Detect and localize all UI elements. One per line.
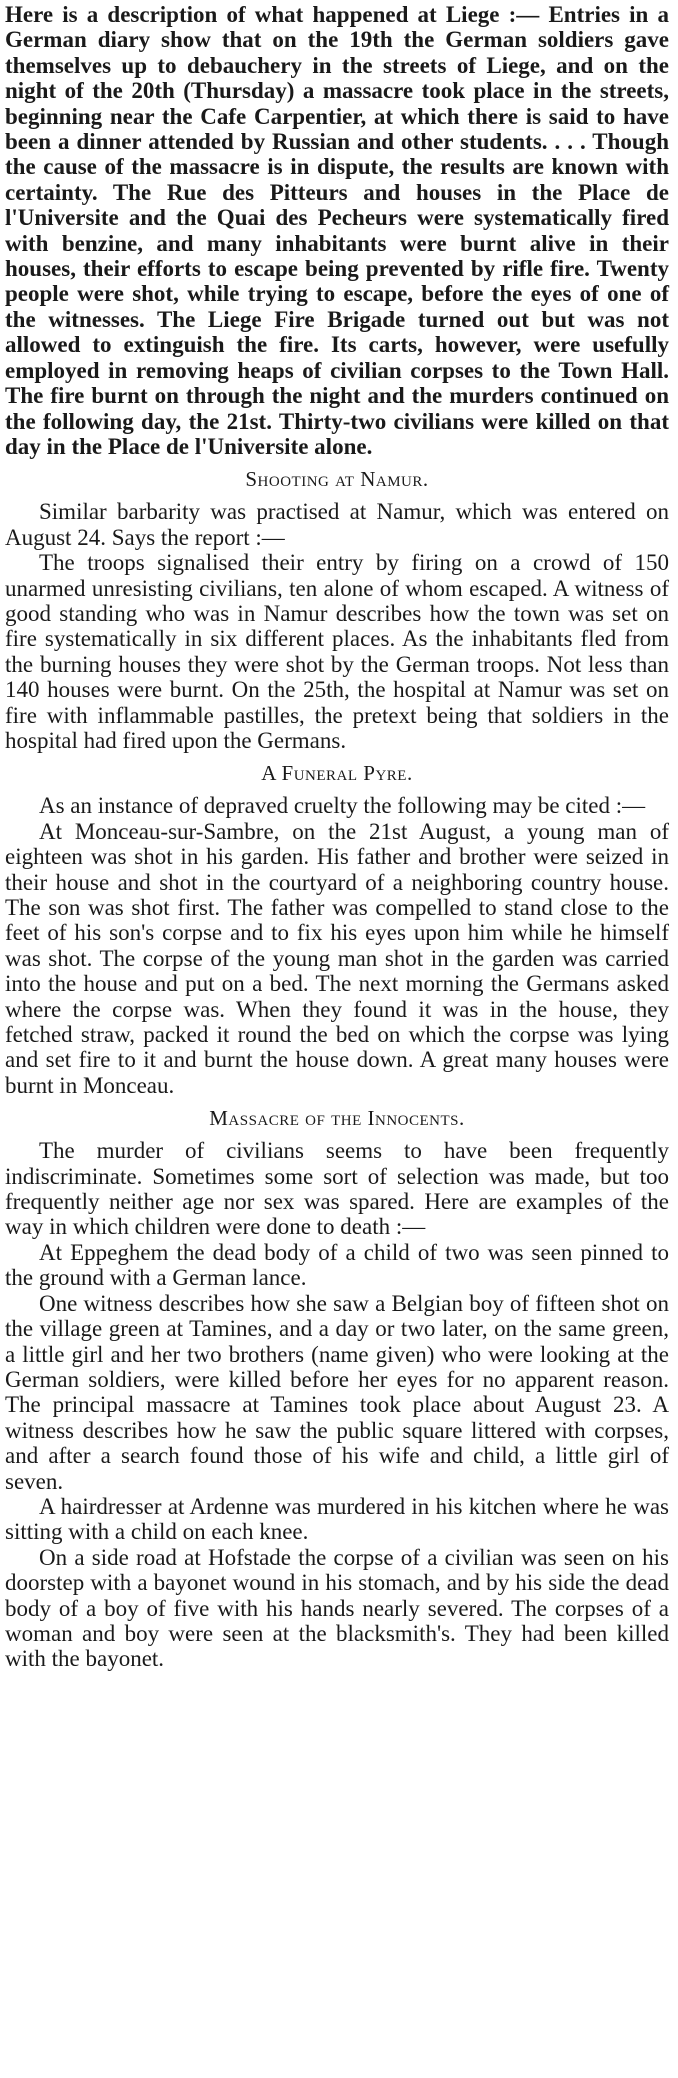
ardenne-paragraph: A hairdresser at Ardenne was murdered in his kitchen where he was sitting with a child on each knee. bbox=[5, 1493, 669, 1545]
funeral-pyre-heading: A Funeral Pyre. bbox=[261, 761, 413, 786]
massacre-of-innocents-heading: Massacre of the Innocents. bbox=[209, 1106, 465, 1131]
tamines-paragraph: One witness describes how she saw a Belgian boy of fifteen shot on the village green at Tamines, and a day or two later, on the same green, a little girl and her two brothers (name given) who were looking at the German soldiers, were killed before her eyes for no apparent reason. The principal massacre at Tamines took place about August 23. A witness describes how he saw the public square littered with corpses, and after a search found those of his wife and child, a little girl of seven. bbox=[5, 1290, 669, 1494]
innocents-intro-paragraph: The murder of civilians seems to have been frequently indiscriminate. Sometimes some sort of selection was made, but too frequently neither age nor sex was spared. Here are examples of the way in which children were done to death :— bbox=[5, 1138, 669, 1240]
monceau-paragraph: At Monceau-sur-Sambre, on the 21st August, a young man of eighteen was shot in his garden. His father and brother were seized in their house and shot in the courtyard of a neighboring country house. The son was shot first. The father was compelled to stand close to the feet of his son's corpse and to fix his eyes upon him while he himself was shot. The corpse of the young man shot in the garden was carried into the house and put on a bed. The next morning the Germans asked where the corpse was. When they found it was in the house, they fetched straw, packed it round the bed on which the corpse was lying and set fire to it and burnt the house down. A great many houses were burnt in Monceau. bbox=[5, 818, 669, 1098]
pyre-intro-paragraph: As an instance of depraved cruelty the following may be cited :— bbox=[39, 793, 646, 819]
eppeghem-paragraph: At Eppeghem the dead body of a child of two was seen pinned to the ground with a German lance. bbox=[5, 1239, 669, 1291]
namur-report-paragraph: The troops signalised their entry by firing on a crowd of 150 unarmed unresisting civilians, ten alone of whom escaped. A witness of good standing who was in Namur describes how the town was set on fire systematically in six different places. As the inhabitants fled from the burning houses they were shot by the German troops. Not less than 140 houses were burnt. On the 25th, the hospital at Namur was set on fire with inflammable pastilles, the pretext being that soldiers in the hospital had fired upon the Germans. bbox=[5, 550, 669, 753]
hofstade-paragraph: On a side road at Hofstade the corpse of a civilian was seen on his doorstep with a bayonet wound in his stomach, and by his side the dead body of a boy of five with his hands nearly severed. The corpses of a woman and boy were seen at the blacksmith's. They had been killed with the bayonet. bbox=[5, 1544, 669, 1672]
liege-paragraph: Here is a description of what happened at Liege :— Entries in a German diary show that on the 19th the German soldiers gave themselves up to debauchery in the streets of Liege, and on the night of the 20th (Thursday) a massacre took place in the streets, beginning near the Cafe Carpentier, at which there is said to have been a dinner attended by Russian and other students. . . . Though the cause of the massacre is in dispute, the results are known with certainty. The Rue des Pitteurs and houses in the Place de l'Universite and the Quai des Pecheurs were systematically fired with benzine, and many inhabitants were burnt alive in their houses, their efforts to escape being prevented by rifle fire. Twenty people were shot, while trying to escape, before the eyes of one of the witnesses. The Liege Fire Brigade turned out but was not allowed to extinguish the fire. Its carts, however, were usefully employed in removing heaps of civilian corpses to the Town Hall. The fire burnt on through the night and the murders continued on the following day, the 21st. Thirty-two civilians were killed on that day in the Place de l'Universite alone. bbox=[5, 2, 669, 459]
namur-intro-paragraph: Similar barbarity was practised at Namur, which was entered on August 24. Says the report :— bbox=[5, 499, 669, 550]
shooting-at-namur-heading: Shooting at Namur. bbox=[245, 467, 429, 492]
